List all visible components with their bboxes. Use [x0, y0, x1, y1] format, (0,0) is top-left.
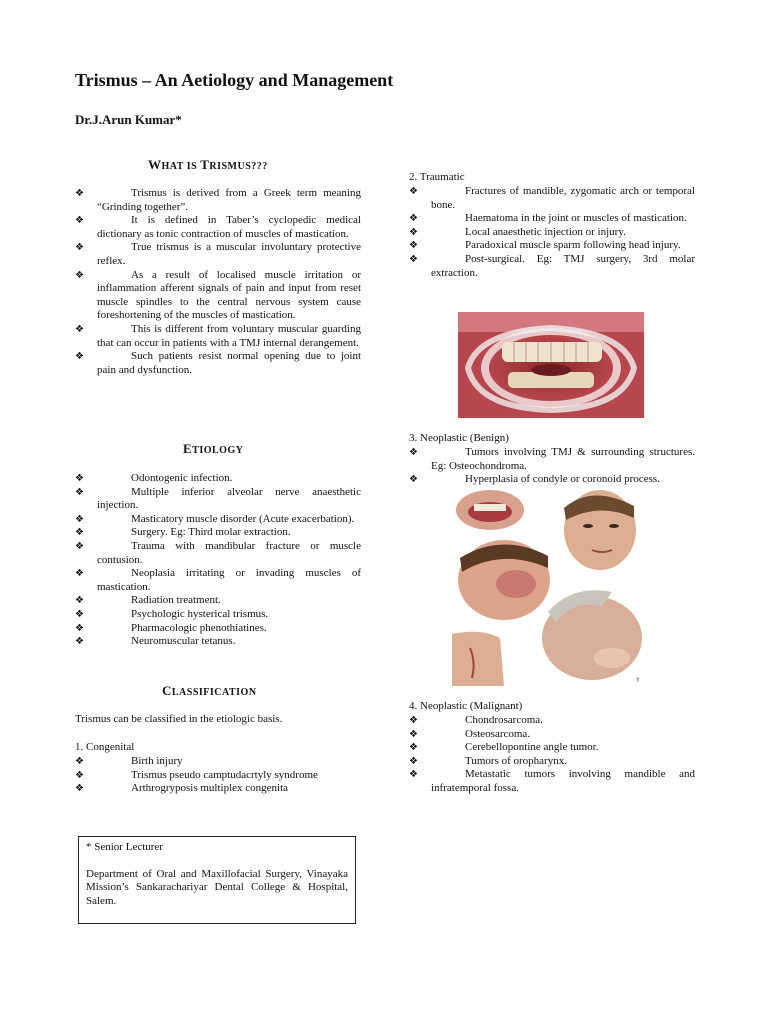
congenital-label: 1. Congenital [75, 741, 135, 753]
list-item: ❖ Tumors of oropharynx. [409, 755, 695, 769]
congenital-list [75, 755, 361, 796]
svg-text:⚕: ⚕ [636, 676, 640, 684]
list-item: ❖ As a result of localised muscle irritation or inflammation afferent signals of pain and input from reset muscle spindles to the central nervous system cause foreshortening of the muscles of mastication. [75, 269, 361, 323]
malignant-label: 4. Neoplastic (Malignant) [409, 700, 523, 712]
list-item: ❖ Trauma with mandibular fracture or muscle contusion. [75, 540, 361, 567]
list-item: ❖ Surgery. Eg: Third molar extraction. [75, 526, 361, 540]
what-is-list [75, 187, 361, 377]
classification-intro: Trismus can be classified in the etiologic basis. [75, 713, 283, 725]
list-item: ❖ Chondrosarcoma. [409, 714, 695, 728]
list-item: ❖ Neoplasia irritating or invading muscles of mastication. [75, 567, 361, 594]
paper-title: Trismus – An Aetiology and Management [75, 70, 394, 90]
neoplastic-illustrations [452, 488, 652, 686]
list-item: ❖ True trismus is a muscular involuntary protective reflex. [75, 241, 361, 268]
list-item: ❖ Pharmacologic phenothiatines. [75, 622, 361, 636]
list-item: ❖ Trismus pseudo camptudacrtyly syndrome [75, 769, 361, 783]
list-item: ❖ Fractures of mandible, zygomatic arch or temporal bone. [409, 185, 695, 212]
traumatic-list [409, 185, 695, 280]
list-item: ❖ Neuromuscular tetanus. [75, 635, 361, 649]
list-item: ❖ Arthrogryposis multiplex congenita [75, 782, 361, 796]
list-item: ❖ Radiation treatment. [75, 594, 361, 608]
list-item: ❖ Such patients resist normal opening due to joint pain and dysfunction. [75, 350, 361, 377]
list-item: ❖ Odontogenic infection. [75, 472, 361, 486]
list-item: ❖ Multiple inferior alveolar nerve anaesthetic injection. [75, 486, 361, 513]
list-item: ❖ Masticatory muscle disorder (Acute exacerbation). [75, 513, 361, 527]
list-item: ❖ This is different from voluntary muscular guarding that can occur in patients with a TMJ internal derangement. [75, 323, 361, 350]
list-item: ❖ Local anaesthetic injection or injury. [409, 226, 695, 240]
list-item: ❖ It is defined in Taber’s cyclopedic medical dictionary as tonic contraction of muscles of mastication. [75, 214, 361, 241]
author-affiliation-box [78, 836, 356, 924]
list-item: ❖ Hyperplasia of condyle or coronoid process. [409, 473, 695, 487]
list-item: ❖ Birth injury [75, 755, 361, 769]
list-item: ❖ Psychologic hysterical trismus. [75, 608, 361, 622]
list-item: ❖ Haematoma in the joint or muscles of mastication. [409, 212, 695, 226]
footnote-role: * Senior Lecturer [86, 841, 163, 853]
traumatic-label: 2. Traumatic [409, 171, 465, 183]
what-is-heading: WHAT IS TRISMUS??? [148, 157, 268, 172]
etiology-heading: ETIOLOGY [183, 441, 244, 456]
benign-list [409, 446, 695, 487]
benign-label: 3. Neoplastic (Benign) [409, 432, 509, 444]
list-item: ❖ Trismus is derived from a Greek term meaning “Grinding together”. [75, 187, 361, 214]
list-item: ❖ Cerebellopontine angle tumor. [409, 741, 695, 755]
list-item: ❖ Paradoxical muscle sparm following head injury. [409, 239, 695, 253]
malignant-list [409, 714, 695, 796]
list-item: ❖ Post-surgical. Eg: TMJ surgery, 3rd molar extraction. [409, 253, 695, 280]
classification-heading: CLASSIFICATION [162, 683, 257, 698]
list-item: ❖ Tumors involving TMJ & surrounding structures. Eg: Osteochondroma. [409, 446, 695, 473]
author-name: Dr.J.Arun Kumar* [75, 112, 182, 127]
trismus-mouth-photo [458, 312, 644, 418]
footnote-affiliation: Department of Oral and Maxillofacial Surgery, Vinayaka Mission’s Sankarachariyar Dental College & Hospital, Salem. [86, 867, 348, 907]
list-item: ❖ Metastatic tumors involving mandible and infratemporal fossa. [409, 768, 695, 795]
etiology-list [75, 472, 361, 649]
list-item: ❖ Osteosarcoma. [409, 728, 695, 742]
